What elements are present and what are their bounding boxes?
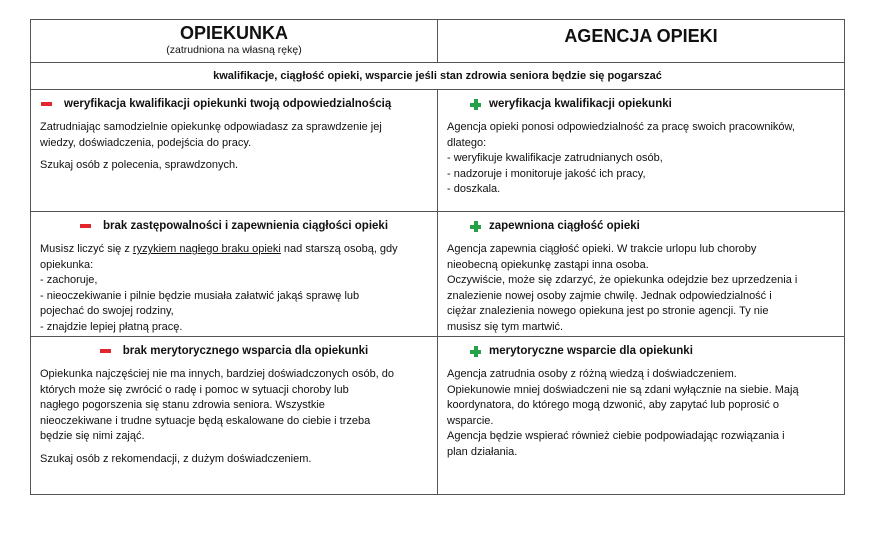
body-line: Oczywiście, może się zdarzyć, że opiekunka odejdzie bez uprzedzenia i: [447, 274, 798, 286]
body-line: - doszkala.: [447, 183, 501, 195]
body-line: - nadzoruje i monitoruje jakość ich pracy,: [447, 167, 646, 180]
section-heading: [37, 217, 431, 235]
body-line: będzie się nimi zająć.: [40, 430, 145, 442]
section-row-qualifications: [31, 90, 844, 212]
column-title-agency: AGENCJA OPIEKI: [564, 26, 718, 46]
summary-text: kwalifikacje, ciągłość opieki, wsparcie jeśli stan zdrowia seniora będzie się pogarszać: [213, 70, 662, 82]
body-line: nieoczekiwane i trudne sytuacje będą eskalowane do ciebie i trzeba: [40, 414, 371, 427]
section-row-continuity: [31, 212, 844, 337]
body-line: Agencja opieki ponosi odpowiedzialność za pracę swoich pracowników,: [447, 121, 795, 133]
section-body: [444, 367, 838, 460]
section-right-cell: [438, 337, 844, 494]
body-line: Szukaj osób z rekomendacji, z dużym doświadczeniem.: [40, 452, 312, 465]
body-line: Agencja zapewnia ciągłość opieki. W trakcie urlopu lub choroby: [447, 243, 757, 255]
body-line: plan działania.: [447, 445, 518, 458]
section-heading: [444, 342, 838, 360]
section-heading-text: weryfikacja kwalifikacji opiekunki: [489, 98, 672, 110]
body-line: - znajdzie lepiej płatną pracę.: [40, 320, 183, 333]
section-body: [444, 120, 838, 198]
body-line: dlatego:: [447, 136, 487, 149]
header-left-cell: [31, 20, 438, 62]
section-heading-text: brak merytorycznego wsparcia dla opiekunki: [122, 345, 369, 357]
body-line: opiekunka:: [40, 258, 94, 271]
body-line: koordynatora, do którego mogą dzwonić, aby zapytać lub poprosić o: [447, 399, 780, 411]
section-body: [37, 367, 431, 467]
minus-icon: [41, 102, 52, 106]
body-line: [40, 242, 431, 258]
section-left-cell: [31, 212, 438, 336]
plus-icon: [470, 99, 481, 110]
section-row-support: [31, 337, 844, 494]
body-line: Agencja będzie wspierać również ciebie podpowiadając rozwiązania i: [447, 430, 785, 442]
body-line: - zachoruje,: [40, 274, 98, 286]
column-title-caregiver: OPIEKUNKA: [179, 23, 288, 43]
header-right-cell: [438, 20, 844, 62]
header-row: [31, 20, 844, 63]
body-line: Zatrudniając samodzielnie opiekunkę odpowiadasz za sprawdzenie jej: [40, 121, 382, 133]
body-line: - nieoczekiwanie i pilnie będzie musiała załatwić jakąś sprawę lub: [40, 289, 360, 302]
section-heading-text: brak zastępowalności i zapewnienia ciągłości opieki: [102, 220, 389, 232]
section-heading-text: zapewniona ciągłość opieki: [489, 220, 640, 232]
body-line: nagłego pogorszenia się stanu zdrowia seniora. Wszystkie: [40, 399, 325, 411]
comparison-table: [30, 19, 845, 495]
minus-icon: [80, 224, 91, 228]
body-line: Szukaj osób z polecenia, sprawdzonych.: [40, 159, 239, 171]
column-subtitle-caregiver: (zatrudniona na własną rękę): [166, 44, 302, 56]
section-heading: [37, 95, 431, 113]
section-left-cell: [31, 90, 438, 211]
body-line: musisz się tym martwić.: [447, 320, 564, 333]
section-heading-text: weryfikacja kwalifikacji opiekunki twoją odpowiedzialnością: [64, 98, 392, 110]
body-line: wiedzy, doświadczenia, podejścia do pracy.: [40, 136, 252, 149]
section-heading: [444, 95, 838, 113]
body-line: znalezienie nowej osoby zajmie chwilę. Jednak odpowiedzialność i: [447, 289, 772, 302]
section-right-cell: [438, 90, 844, 211]
section-body: [37, 120, 431, 174]
section-left-cell: [31, 337, 438, 494]
body-line: - weryfikuje kwalifikacje zatrudnianych osób,: [447, 152, 663, 164]
body-line: Agencja zatrudnia osoby z różną wiedzą i doświadczeniem.: [447, 368, 737, 380]
body-line: których może się zwrócić o radę i pomoc w sytuacji choroby lub: [40, 383, 349, 396]
section-body: [37, 242, 431, 335]
body-text-segment: nad starszą osobą, gdy: [280, 243, 398, 255]
body-line: nieobecną opiekunkę zastąpi inna osoba.: [447, 258, 649, 271]
plus-icon: [470, 221, 481, 232]
plus-icon: [470, 346, 481, 357]
body-line: pojechać do swojej rodziny,: [40, 305, 174, 317]
section-heading: [37, 342, 431, 360]
section-right-cell: [438, 212, 844, 336]
section-heading-text: merytoryczne wsparcie dla opiekunki: [489, 345, 693, 357]
section-heading: [444, 217, 838, 235]
body-text-segment: Musisz liczyć się z: [40, 243, 133, 255]
body-line: wsparcie.: [447, 414, 494, 427]
body-line: ciężar znalezienia nowego opiekuna jest po stronie agencji. Ty nie: [447, 305, 769, 317]
summary-row: [31, 63, 844, 90]
body-line: Opiekunowie mniej doświadczeni nie są zdani wyłącznie na siebie. Mają: [447, 383, 799, 396]
body-line: Opiekunka najczęściej nie ma innych, bardziej doświadczonych osób, do: [40, 368, 395, 380]
underlined-phrase: ryzykiem nagłego braku opieki: [132, 243, 281, 255]
minus-icon: [100, 349, 111, 353]
section-body: [444, 242, 838, 335]
